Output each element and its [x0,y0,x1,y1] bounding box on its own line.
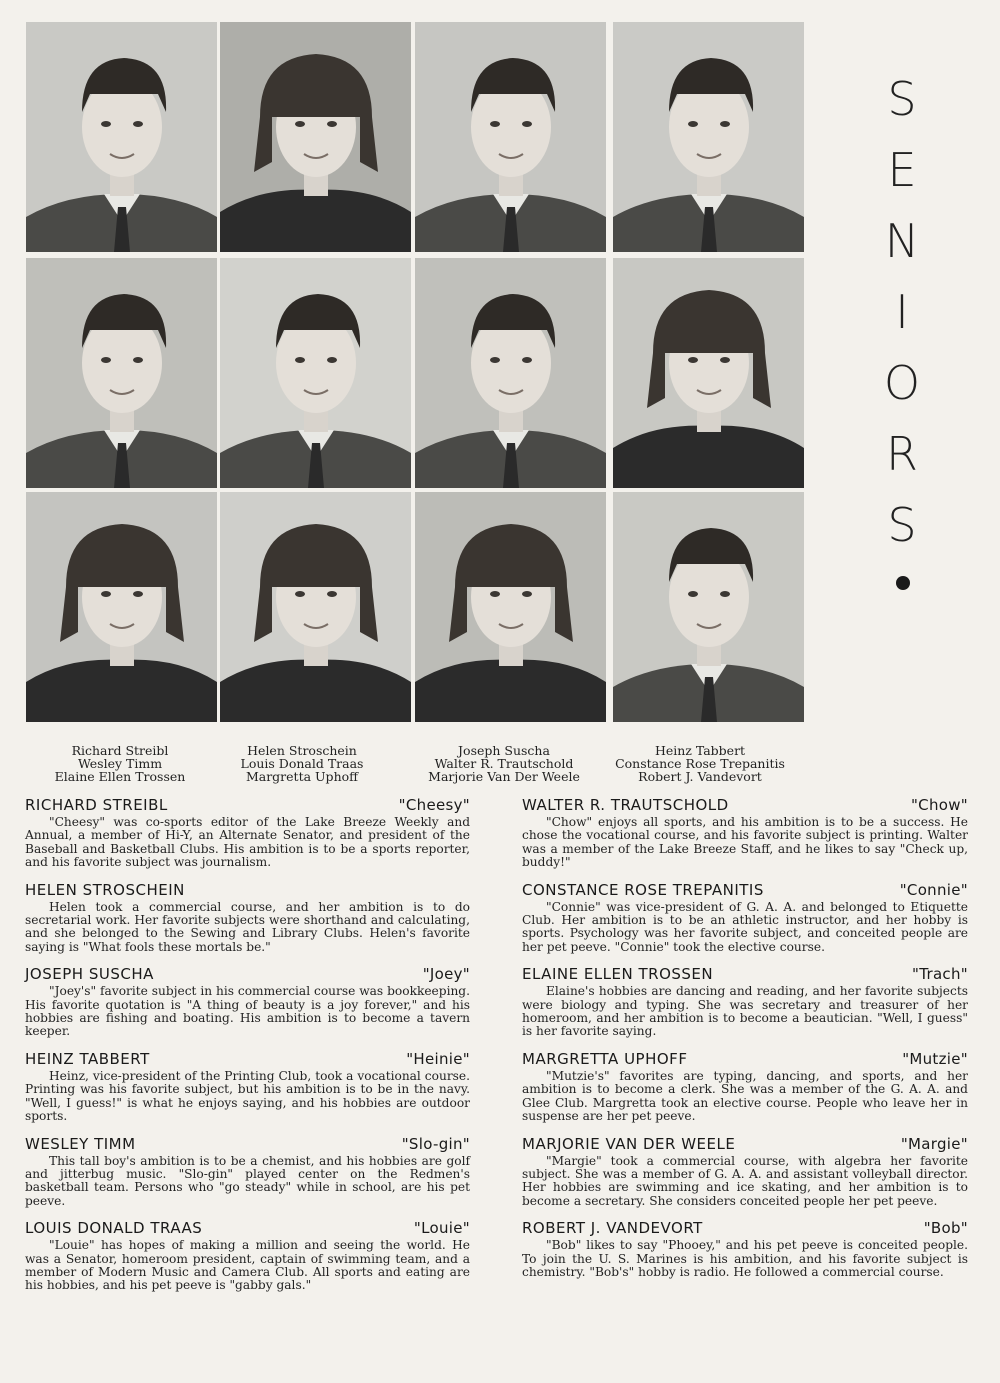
senior-entry [522,881,968,955]
senior-entry [522,1219,968,1279]
senior-nickname: "Margie" [900,1134,968,1153]
left-column [25,796,470,1304]
title-letter: S [887,72,917,126]
title-letter: R [886,427,918,481]
entry-heading [522,1050,968,1070]
senior-biography: "Chow" enjoys all sports, and his ambition is to be a success. He chose the vocational course, and his favorite subject is printing. Walter was a member of the Lake Breeze Staff, and he likes to say "Check up, buddy!" [522,815,968,870]
caption-name: Margretta Uphoff [245,769,359,784]
right-column [522,796,968,1290]
caption-name: Walter R. Trautschold [434,756,574,771]
senior-name: ELAINE ELLEN TROSSEN [522,965,714,984]
portrait-photo [26,22,217,252]
entry-heading [25,1050,470,1070]
senior-name: RICHARD STREIBL [25,796,168,814]
senior-name: MARJORIE VAN DER WEELE [522,1134,736,1153]
entry-heading [522,1135,968,1155]
caption-name: Heinz Tabbert [654,743,746,758]
caption-name: Joseph Suscha [458,743,550,758]
senior-name: WALTER R. TRAUTSCHOLD [522,796,729,814]
senior-biography: "Connie" was vice-president of G. A. A. and belonged to Etiquette Club. Her ambition is to be an athletic instructor, and her hobby is sports. Psychology was her favorite subject, and conceited people are her pet peeve. "Connie" took the elective course. [522,899,968,954]
senior-biography: This tall boy's ambition is to be a chemist, and his hobbies are golf and jitterbug music. "Slo-gin" played center on the Redmen's basketball team. Persons who "go steady" while in school, are his pet peeve. [25,1153,470,1208]
caption-name: Marjorie Van Der Weele [428,769,580,784]
senior-nickname: "Connie" [899,880,968,899]
portrait-photo [415,258,606,488]
title-letter: I [895,285,909,339]
senior-biography: Heinz, vice-president of the Printing Club, took a vocational course. Printing was his favorite subject, but his ambition is to be in the navy. "Well, I guess!" is what he enjoys saying, and his hobbies are outdoor sports. [25,1068,470,1124]
senior-biography: Elaine's hobbies are dancing and reading, and her favorite subjects were biology and typing. She was secretary and treasurer of her homeroom, and her ambition is to become a beautician. "Well, I guess" is her favorite saying. [522,984,968,1039]
portrait-photo [415,492,606,722]
title-letter: N [884,214,920,268]
senior-biography: Helen took a commercial course, and her ambition is to do secretarial work. Her favorite subjects were shorthand and calculating, and she belonged to the Sewing and Library Clubs. Helen's favorite saying is "What fools these mortals be." [25,899,470,954]
senior-nickname: "Heinie" [406,1049,470,1068]
caption-name: Robert J. Vandevort [638,769,762,784]
photo-grid [26,22,804,725]
title-letter: E [887,143,917,197]
entry-heading [25,965,470,985]
seniors-title [870,64,934,561]
caption-name: Louis Donald Traas [240,756,364,771]
caption-name: Elaine Ellen Trossen [54,769,186,784]
senior-nickname: "Joey" [422,965,470,984]
senior-entry [25,1135,470,1209]
senior-entry [25,1050,470,1124]
photo-caption-group [202,744,402,783]
senior-name: JOSEPH SUSCHA [25,965,154,984]
entry-heading [25,1135,470,1155]
portrait-photo [220,492,411,722]
senior-name: CONSTANCE ROSE TREPANITIS [522,880,764,899]
senior-name: LOUIS DONALD TRAAS [25,1219,203,1238]
senior-biography: "Margie" took a commercial course, with algebra her favorite subject. She was a member of G. A. A. and assistant volleyball director. Her hobbies are swimming and ice skating, and her ambition is to become a secretary. She considers conceited people her pet peeve. [522,1153,968,1208]
entry-heading [25,1219,470,1239]
senior-nickname: "Slo-gin" [401,1134,470,1153]
senior-biography: "Joey's" favorite subject in his commercial course was bookkeeping. His favorite quotation is "A thing of beauty is a joy forever," and his hobbies are fishing and boating. His ambition is to become a tavern keeper. [25,984,470,1039]
photo-caption-group [600,744,800,783]
senior-biography: "Cheesy" was co-sports editor of the Lake Breeze Weekly and Annual, a member of Hi-Y, an Alternate Senator, and president of the Baseball and Basketball Clubs. His ambition is to be a sports reporter, and his favorite subject was journalism. [25,815,470,870]
senior-nickname: "Chow" [910,796,968,814]
portrait-photo [415,22,606,252]
senior-name: HELEN STROSCHEIN [25,880,185,899]
senior-nickname: "Louie" [413,1219,470,1238]
caption-name: Helen Stroschein [247,743,357,758]
senior-name: HEINZ TABBERT [25,1049,150,1068]
senior-entry [25,796,470,870]
senior-name: MARGRETTA UPHOFF [522,1049,688,1068]
senior-nickname: "Trach" [912,965,968,984]
entry-heading [522,796,968,816]
title-letter: O [883,356,921,410]
entry-heading [522,965,968,985]
senior-entry [25,881,470,955]
portrait-photo [613,492,804,722]
photo-caption-group [20,744,220,783]
portrait-photo [26,492,217,722]
entry-heading [522,1219,968,1239]
senior-biography: "Louie" has hopes of making a million and seeing the world. He was a Senator, homeroom president, captain of swimming team, and a member of Modern Music and Camera Club. All sports and eating are his hobbies, and his pet peeve is "gabby gals." [25,1238,470,1293]
portrait-photo [26,258,217,488]
senior-name: ROBERT J. VANDEVORT [522,1219,703,1238]
entry-heading [25,796,470,816]
senior-entry [522,1050,968,1124]
senior-nickname: "Mutzie" [902,1049,968,1068]
caption-name: Constance Rose Trepanitis [615,756,785,771]
portrait-photo [220,258,411,488]
senior-entry [522,796,968,870]
title-letter: S [887,498,917,552]
senior-entry [25,965,470,1039]
caption-name: Wesley Timm [77,756,163,771]
portrait-photo [220,22,411,252]
entry-heading [25,881,470,901]
portrait-photo [613,258,804,488]
caption-name: Richard Streibl [71,743,169,758]
senior-entry [522,1135,968,1209]
senior-biography: "Mutzie's" favorites are typing, dancing, and sports, and her ambition is to become a clerk. She was a member of the G. A. A. and Glee Club. Margretta took an elective course. People who leave her in suspense are her pet peeve. [522,1068,968,1124]
senior-name: WESLEY TIMM [25,1134,136,1153]
senior-entry [522,965,968,1039]
senior-entry [25,1219,470,1293]
entry-heading [522,881,968,901]
senior-biography: "Bob" likes to say "Phooey," and his pet peeve is conceited people. To join the U. S. Marines is his ambition, and his favorite subject is chemistry. "Bob's" hobby is radio. He followed a commercial course. [522,1238,968,1279]
senior-nickname: "Bob" [923,1219,968,1238]
photo-caption-group [404,744,604,783]
portrait-photo [613,22,804,252]
bullet-dot [896,576,910,590]
senior-nickname: "Cheesy" [398,796,470,814]
